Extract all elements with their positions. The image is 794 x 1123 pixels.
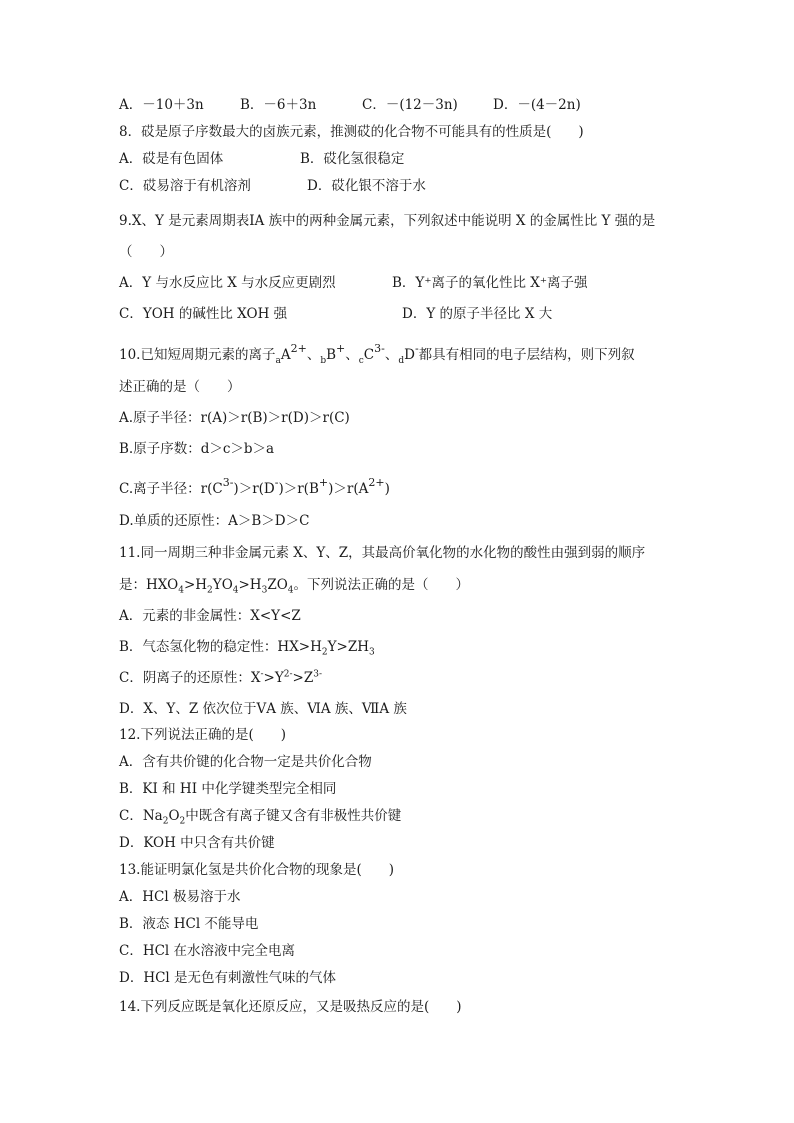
q10-option-d[interactable]: D.单质的还原性：A＞B＞D＞C <box>119 513 310 529</box>
q8-option-d[interactable]: D．砹化银不溶于水 <box>307 178 426 194</box>
q11-stem2-prefix: 是： <box>119 577 146 593</box>
q9-stem-line2: （ ） <box>119 244 173 260</box>
q8-option-c[interactable]: C．砹易溶于有机溶剂 <box>119 178 251 194</box>
q8-stem: 8．砹是原子序数最大的卤族元素，推测砹的化合物不可能具有的性质是( ) <box>119 124 584 140</box>
q11-option-b-prefix: B．气态氢化物的稳定性： <box>119 639 278 655</box>
q13-option-c[interactable]: C．HCl 在水溶液中完全电离 <box>119 943 296 959</box>
q8-option-a[interactable]: A．砹是有色固体 <box>119 151 224 167</box>
q11-option-c[interactable] <box>119 669 322 687</box>
q12-option-c-prefix: C． <box>119 808 143 824</box>
q10-stem-suffix: 都具有相同的电子层结构，则下列叙 <box>418 347 635 363</box>
q13-stem: 13.能证明氯化氢是共价化合物的现象是( ) <box>119 862 395 878</box>
q11-stem-line1: 11.同一周期三种非金属元素 X、Y、Z，其最高价氧化物的水化物的酸性由强到弱的顺序 <box>119 545 646 561</box>
q11-option-d[interactable]: D．X、Y、Z 依次位于ⅤA 族、ⅥA 族、ⅦA 族 <box>119 701 407 717</box>
q10-stem-line1 <box>119 342 635 366</box>
q7-option-a[interactable]: A．－10＋3n <box>119 97 204 113</box>
q11-option-b-formula: $HX>H_2Y>ZH_3$ <box>277 639 375 658</box>
q9-option-a[interactable]: A．Y 与水反应比 X 与水反应更剧烈 <box>119 275 336 291</box>
q7-option-d[interactable]: D．－(4－2n) <box>493 97 581 113</box>
q11-acid-formula: $HXO_4>H_2YO_4>H_3ZO_4$ <box>146 577 294 596</box>
q12-option-c-formula: $Na_2O_2$ <box>142 808 186 827</box>
q14-stem: 14.下列反应既是氧化还原反应，又是吸热反应的是( ) <box>119 999 462 1015</box>
q12-option-a[interactable]: A．含有共价键的化合物一定是共价化合物 <box>119 754 372 770</box>
q12-option-c[interactable] <box>119 807 401 825</box>
q11-stem-line2 <box>119 576 469 594</box>
q11-stem2-suffix: 。下列说法正确的是（ ） <box>293 577 470 593</box>
q10-option-a[interactable]: A.原子半径：r(A)＞r(B)＞r(D)＞r(C) <box>119 410 350 426</box>
q12-stem: 12.下列说法正确的是( ) <box>119 727 287 743</box>
q11-option-b[interactable] <box>119 638 375 656</box>
q13-option-d[interactable]: D．HCl 是无色有刺激性气味的气体 <box>119 970 337 986</box>
q12-option-c-suffix: 中既含有离子键又含有非极性共价键 <box>185 808 402 824</box>
q11-option-c-formula: $X^->Y^{2-}>Z^{3-}$ <box>250 669 323 686</box>
q12-option-d[interactable]: D．KOH 中只含有共价键 <box>119 835 275 851</box>
q10-option-c-formula: $r(C^{3-})>r(D^-)>r(B^+)>r(A^{2+})$ <box>200 476 390 497</box>
q10-option-c[interactable] <box>119 476 390 499</box>
q11-option-a[interactable]: A．元素的非金属性：X<Y<Z <box>119 608 301 624</box>
q10-option-b[interactable]: B.原子序数：d＞c＞b＞a <box>119 441 275 457</box>
q9-option-d[interactable]: D．Y 的原子半径比 X 大 <box>402 306 553 322</box>
q9-option-b[interactable]: B．Y⁺离子的氧化性比 X⁺离子强 <box>392 275 588 291</box>
q12-option-b[interactable]: B．KI 和 HI 中化学键类型完全相同 <box>119 781 337 797</box>
q11-option-c-prefix: C．阴离子的还原性： <box>119 670 251 686</box>
q10-option-c-prefix: C.离子半径： <box>119 481 201 497</box>
q10-stem-line2: 述正确的是（ ） <box>119 379 241 395</box>
q9-stem-line1: 9.X、Y 是元素周期表ⅠA 族中的两种金属元素，下列叙述中能说明 X 的金属性比 Y 强的是 <box>119 213 656 229</box>
q7-option-c[interactable]: C．－(12－3n) <box>362 97 458 113</box>
q10-ions: $_aA^{2+}$、$_b$B+、$_cC^{3-}$、$_d$D- <box>275 342 419 366</box>
q10-stem-prefix: 10.已知短周期元素的离子 <box>119 347 276 363</box>
q13-option-a[interactable]: A．HCl 极易溶于水 <box>119 889 241 905</box>
q8-option-b[interactable]: B．砹化氢很稳定 <box>300 151 405 167</box>
q13-option-b[interactable]: B．液态 HCl 不能导电 <box>119 916 259 932</box>
q7-option-b[interactable]: B．－6＋3n <box>240 97 317 113</box>
q9-option-c[interactable]: C．YOH 的碱性比 XOH 强 <box>119 306 288 322</box>
